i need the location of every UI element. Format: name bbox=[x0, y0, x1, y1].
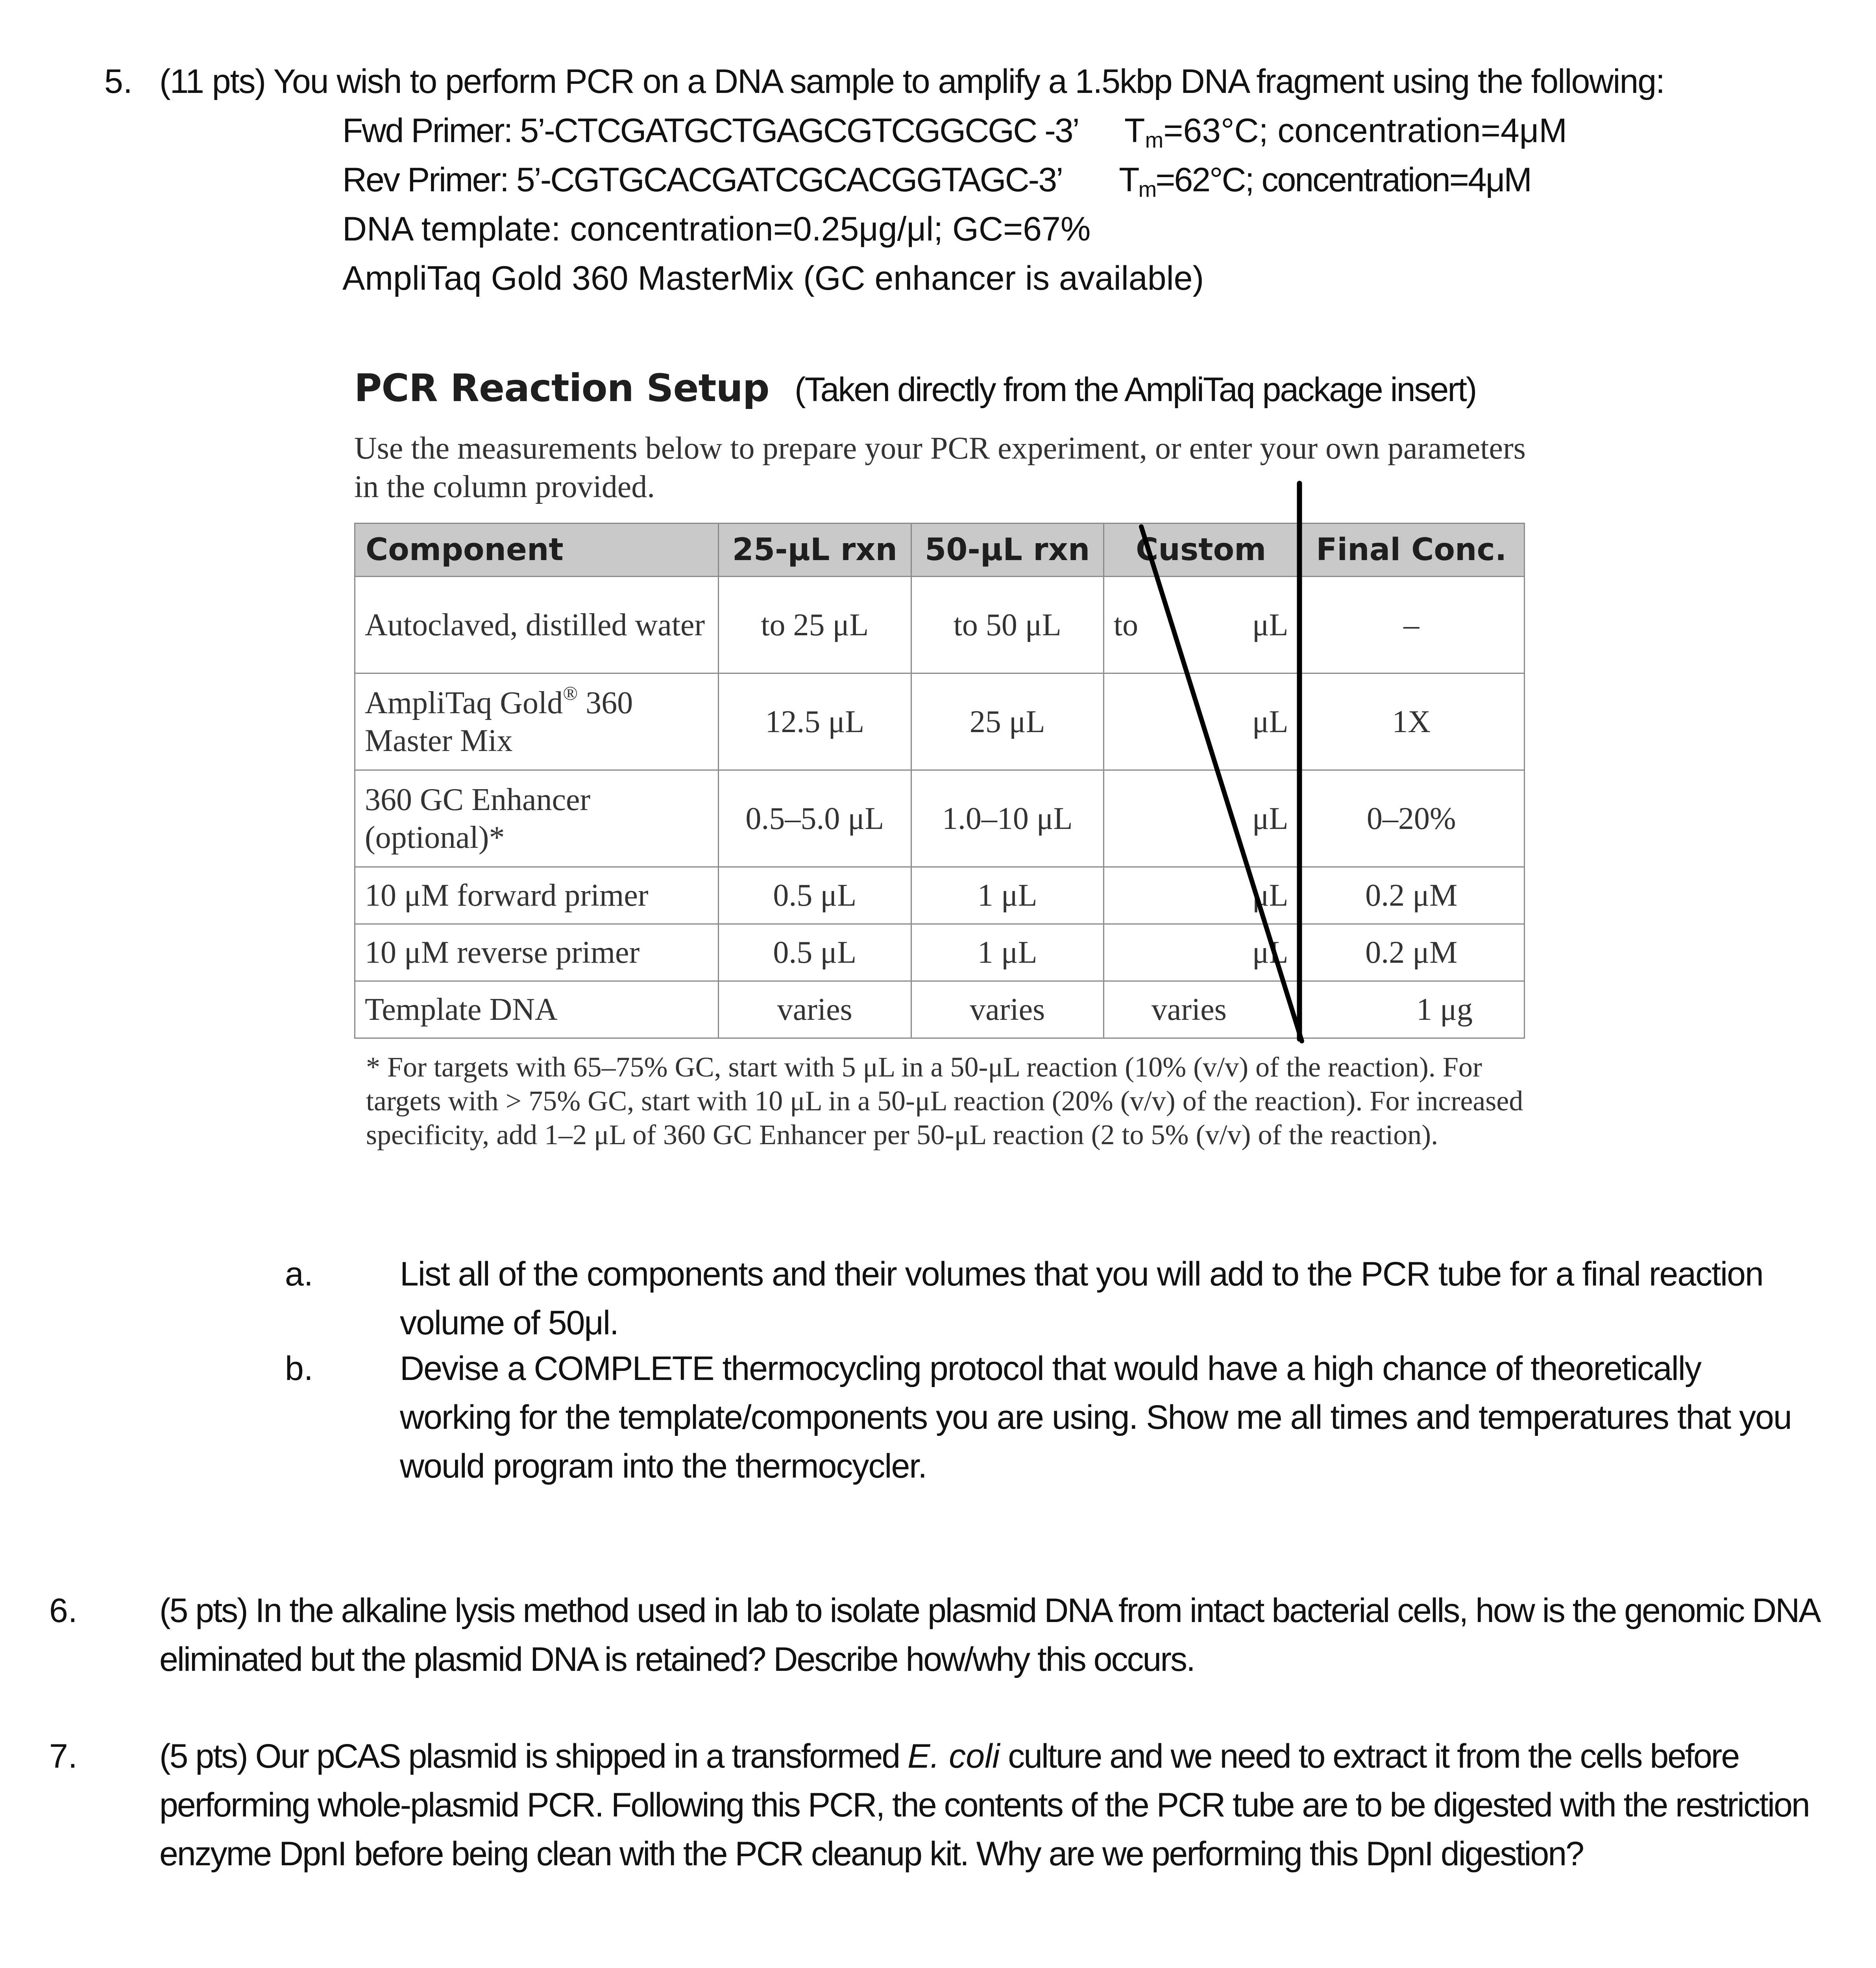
part-b-text: Devise a COMPLETE thermocycling protocol that would have a high chance of theoretically working for the template/components you are using. Show me all times and temperatures that you would program into the thermocycler. bbox=[400, 1350, 1791, 1485]
insert-intro: Use the measurements below to prepare your PCR experiment, or enter your own parameters in the column provided. bbox=[354, 431, 1526, 504]
final-cell: 0.2 μM bbox=[1298, 924, 1524, 981]
q5-intro: (11 pts) You wish to perform PCR on a DNA sample to amplify a 1.5kbp DNA fragment using the following: bbox=[159, 63, 1665, 100]
final-cell: 0–20% bbox=[1298, 770, 1524, 867]
q5-part-b bbox=[285, 1344, 1817, 1491]
fwd-primer-sequence: Fwd Primer: 5’-CTCGATGCTGAGCGTCGGCGC -3’ bbox=[342, 112, 1079, 150]
final-cell: 1 μg bbox=[1298, 981, 1524, 1038]
component-cell: Autoclaved, distilled water bbox=[355, 577, 719, 673]
part-a-label: a. bbox=[285, 1255, 313, 1293]
rev-primer-tm: $T_m=62^\circ C$; concentration=4μM bbox=[1119, 161, 1531, 202]
insert-title: PCR Reaction Setup bbox=[354, 366, 769, 410]
custom-cell: μL bbox=[1103, 867, 1298, 924]
dna-template-line: DNA template: concentration=0.25μg/μl; GC=67% bbox=[342, 210, 1091, 248]
part-a-text: List all of the components and their volumes that you will add to the PCR tube for a final reaction volume of 50μl. bbox=[400, 1255, 1763, 1342]
q6-text: (5 pts) In the alkaline lysis method used in lab to isolate plasmid DNA from intact bacterial cells, how is the genomic DNA eliminated but the plasmid DNA is retained? Describe how/why this occurs. bbox=[159, 1592, 1818, 1678]
q7-organism: E. coli bbox=[908, 1737, 1000, 1775]
rxn50-cell: varies bbox=[911, 981, 1103, 1038]
header-component: Component bbox=[355, 523, 719, 577]
insert-source-note: (Taken directly from the AmpliTaq package insert) bbox=[795, 371, 1476, 409]
component-cell: 10 μM forward primer bbox=[355, 867, 719, 924]
component-cell: 10 μM reverse primer bbox=[355, 924, 719, 981]
rxn50-cell: 1 μL bbox=[911, 924, 1103, 981]
rxn50-cell: 25 μL bbox=[911, 673, 1103, 770]
q5-part-a bbox=[285, 1250, 1817, 1347]
rxn50-cell: 1 μL bbox=[911, 867, 1103, 924]
custom-cell: μL bbox=[1103, 770, 1298, 867]
part-b-label: b. bbox=[285, 1350, 313, 1387]
q7-text-part2: culture and we need to extract it from the cells before performing whole-plasmid PCR. Following this PCR, the contents of the PCR tube are to be digested with the restriction enzyme DpnI before being clean with the PCR cleanup kit. Why are we performing this DpnI digestion? bbox=[159, 1737, 1809, 1873]
insert-footnote: * For targets with 65–75% GC, start with 5 μL in a 50-μL reaction (10% (v/v) of the reaction). For targets with > 75% GC, start with 10 μL in a 50-μL reaction (20% (v/v) of the reaction). For increased specificity, add 1–2 μL of 360 GC Enhancer per 50-μL reaction (2 to 5% (v/v) of the reaction). bbox=[366, 1051, 1523, 1150]
custom-cell: μL bbox=[1103, 673, 1298, 770]
final-cell: – bbox=[1298, 577, 1524, 673]
rxn25-cell: 12.5 μL bbox=[719, 673, 911, 770]
strike-diagonal-line bbox=[1141, 527, 1302, 1041]
rxn25-cell: 0.5–5.0 μL bbox=[719, 770, 911, 867]
header-custom: Custom bbox=[1103, 523, 1298, 577]
component-cell: Template DNA bbox=[355, 981, 719, 1038]
final-cell: 0.2 μM bbox=[1298, 867, 1524, 924]
q7-text-part1: (5 pts) Our pCAS plasmid is shipped in a transformed bbox=[159, 1737, 908, 1775]
custom-prefix: to bbox=[1113, 607, 1139, 642]
rxn25-cell: 0.5 μL bbox=[719, 867, 911, 924]
mastermix-line: AmpliTaq Gold 360 MasterMix (GC enhancer is available) bbox=[342, 259, 1204, 297]
q6-number: 6. bbox=[49, 1592, 78, 1630]
q7-block bbox=[49, 1732, 1824, 1878]
q5-number: 5. bbox=[104, 63, 133, 100]
component-cell: AmpliTaq Gold® 360 Master Mix bbox=[355, 673, 719, 770]
rxn25-cell: 0.5 μL bbox=[719, 924, 911, 981]
component-cell: 360 GC Enhancer (optional)* bbox=[355, 770, 719, 867]
fwd-primer-tm: $T_m=63^\circ C$; concentration=4μM bbox=[1124, 112, 1567, 152]
rxn25-cell: to 25 μL bbox=[719, 577, 911, 673]
rxn50-cell: 1.0–10 μL bbox=[911, 770, 1103, 867]
custom-cell: μL bbox=[1103, 924, 1298, 981]
header-25ul: 25-μL rxn bbox=[719, 523, 911, 577]
q7-number: 7. bbox=[49, 1737, 78, 1775]
rev-primer-sequence: Rev Primer: 5’-CGTGCACGATCGCACGGTAGC-3’ bbox=[342, 161, 1063, 199]
custom-unit: μL bbox=[1252, 607, 1288, 642]
final-cell: 1X bbox=[1298, 673, 1524, 770]
q6-block bbox=[49, 1586, 1824, 1684]
rxn25-cell: varies bbox=[719, 981, 911, 1038]
custom-cell: varies bbox=[1103, 981, 1298, 1038]
rxn50-cell: to 50 μL bbox=[911, 577, 1103, 673]
header-50ul: 50-μL rxn bbox=[911, 523, 1103, 577]
header-final-conc: Final Conc. bbox=[1298, 523, 1524, 577]
